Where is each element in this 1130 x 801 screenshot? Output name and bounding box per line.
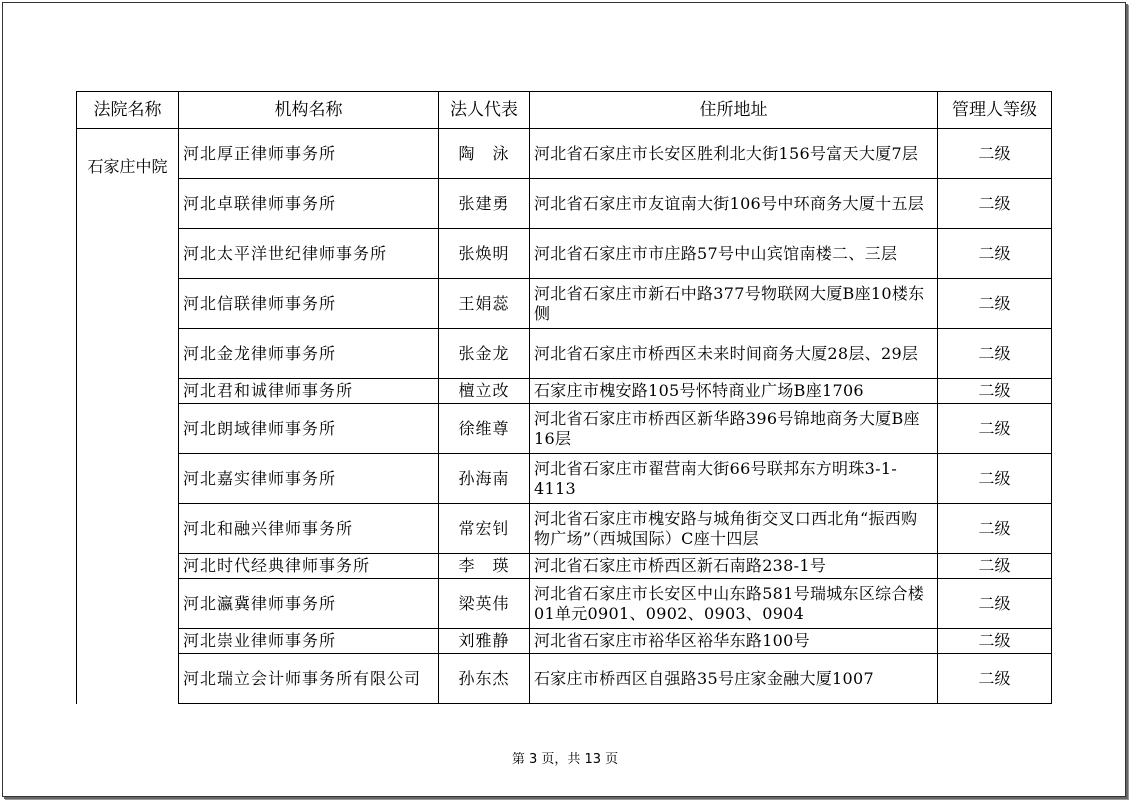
table-row [77, 129, 1052, 179]
org-name-cell: 河北君和诚律师事务所 [179, 379, 439, 404]
grade-cell: 二级 [938, 329, 1052, 379]
legal-rep-cell: 王娟蕊 [439, 279, 530, 329]
legal-rep-cell: 李 瑛 [439, 554, 530, 579]
grade-cell: 二级 [938, 179, 1052, 229]
grade-cell: 二级 [938, 229, 1052, 279]
grade-cell: 二级 [938, 279, 1052, 329]
legal-rep-cell: 张建勇 [439, 179, 530, 229]
table-row [77, 229, 1052, 279]
address-cell: 石家庄市桥西区自强路35号庄家金融大厦1007 [530, 654, 938, 704]
org-name-cell: 河北厚正律师事务所 [179, 129, 439, 179]
grade-cell: 二级 [938, 404, 1052, 454]
legal-rep-cell: 张焕明 [439, 229, 530, 279]
table-row [77, 579, 1052, 629]
page-footer: 第 3 页，共 13 页 [511, 752, 619, 767]
legal-rep-cell: 陶 泳 [439, 129, 530, 179]
table-row [77, 404, 1052, 454]
table-header-row [77, 92, 1052, 129]
grade-cell: 二级 [938, 654, 1052, 704]
org-name-cell: 河北金龙律师事务所 [179, 329, 439, 379]
table-row [77, 379, 1052, 404]
court-name-cell: 石家庄中院 [77, 129, 179, 704]
org-name-cell: 河北瑞立会计师事务所有限公司 [179, 654, 439, 704]
grade-cell: 二级 [938, 379, 1052, 404]
legal-rep-cell: 梁英伟 [439, 579, 530, 629]
legal-rep-cell: 檀立改 [439, 379, 530, 404]
org-name-cell: 河北信联律师事务所 [179, 279, 439, 329]
header-grade: 管理人等级 [938, 92, 1052, 129]
table-body [77, 129, 1052, 704]
legal-rep-cell: 常宏钊 [439, 504, 530, 554]
org-name-cell: 河北嘉实律师事务所 [179, 454, 439, 504]
address-cell: 河北省石家庄市友谊南大街106号中环商务大厦十五层 [530, 179, 938, 229]
header-address: 住所地址 [530, 92, 938, 129]
address-cell: 河北省石家庄市裕华区裕华东路100号 [530, 629, 938, 654]
legal-rep-cell: 刘雅静 [439, 629, 530, 654]
grade-cell: 二级 [938, 579, 1052, 629]
legal-rep-cell: 徐维尊 [439, 404, 530, 454]
address-cell: 河北省石家庄市长安区胜利北大街156号富天大厦7层 [530, 129, 938, 179]
grade-cell: 二级 [938, 454, 1052, 504]
legal-rep-cell: 张金龙 [439, 329, 530, 379]
address-cell: 河北省石家庄市翟营南大街66号联邦东方明珠3-1-4113 [530, 454, 938, 504]
address-cell: 河北省石家庄市市庄路57号中山宾馆南楼二、三层 [530, 229, 938, 279]
address-cell: 石家庄市槐安路105号怀特商业广场B座1706 [530, 379, 938, 404]
address-cell: 河北省石家庄市桥西区新石南路238-1号 [530, 554, 938, 579]
table-row [77, 454, 1052, 504]
address-cell: 河北省石家庄市桥西区新华路396号锦地商务大厦B座16层 [530, 404, 938, 454]
header-court-name: 法院名称 [77, 92, 179, 129]
grade-cell: 二级 [938, 129, 1052, 179]
grade-cell: 二级 [938, 504, 1052, 554]
address-cell: 河北省石家庄市桥西区未来时间商务大厦28层、29层 [530, 329, 938, 379]
header-legal-rep: 法人代表 [439, 92, 530, 129]
table-row [77, 179, 1052, 229]
table-row [77, 279, 1052, 329]
org-name-cell: 河北时代经典律师事务所 [179, 554, 439, 579]
grade-cell: 二级 [938, 629, 1052, 654]
table-row [77, 629, 1052, 654]
administrator-table [76, 91, 1052, 704]
org-name-cell: 河北瀛冀律师事务所 [179, 579, 439, 629]
grade-cell: 二级 [938, 554, 1052, 579]
table-row [77, 554, 1052, 579]
address-cell: 河北省石家庄市新石中路377号物联网大厦B座10楼东侧 [530, 279, 938, 329]
table-row [77, 654, 1052, 704]
address-cell: 河北省石家庄市槐安路与城角街交叉口西北角“振西购物广场”（西城国际）C座十四层 [530, 504, 938, 554]
org-name-cell: 河北朗域律师事务所 [179, 404, 439, 454]
header-org-name: 机构名称 [179, 92, 439, 129]
legal-rep-cell: 孙海南 [439, 454, 530, 504]
legal-rep-cell: 孙东杰 [439, 654, 530, 704]
org-name-cell: 河北和融兴律师事务所 [179, 504, 439, 554]
table-row [77, 504, 1052, 554]
table-row [77, 329, 1052, 379]
org-name-cell: 河北卓联律师事务所 [179, 179, 439, 229]
org-name-cell: 河北太平洋世纪律师事务所 [179, 229, 439, 279]
address-cell: 河北省石家庄市长安区中山东路581号瑞城东区综合楼01单元0901、0902、0903、0904 [530, 579, 938, 629]
org-name-cell: 河北崇业律师事务所 [179, 629, 439, 654]
